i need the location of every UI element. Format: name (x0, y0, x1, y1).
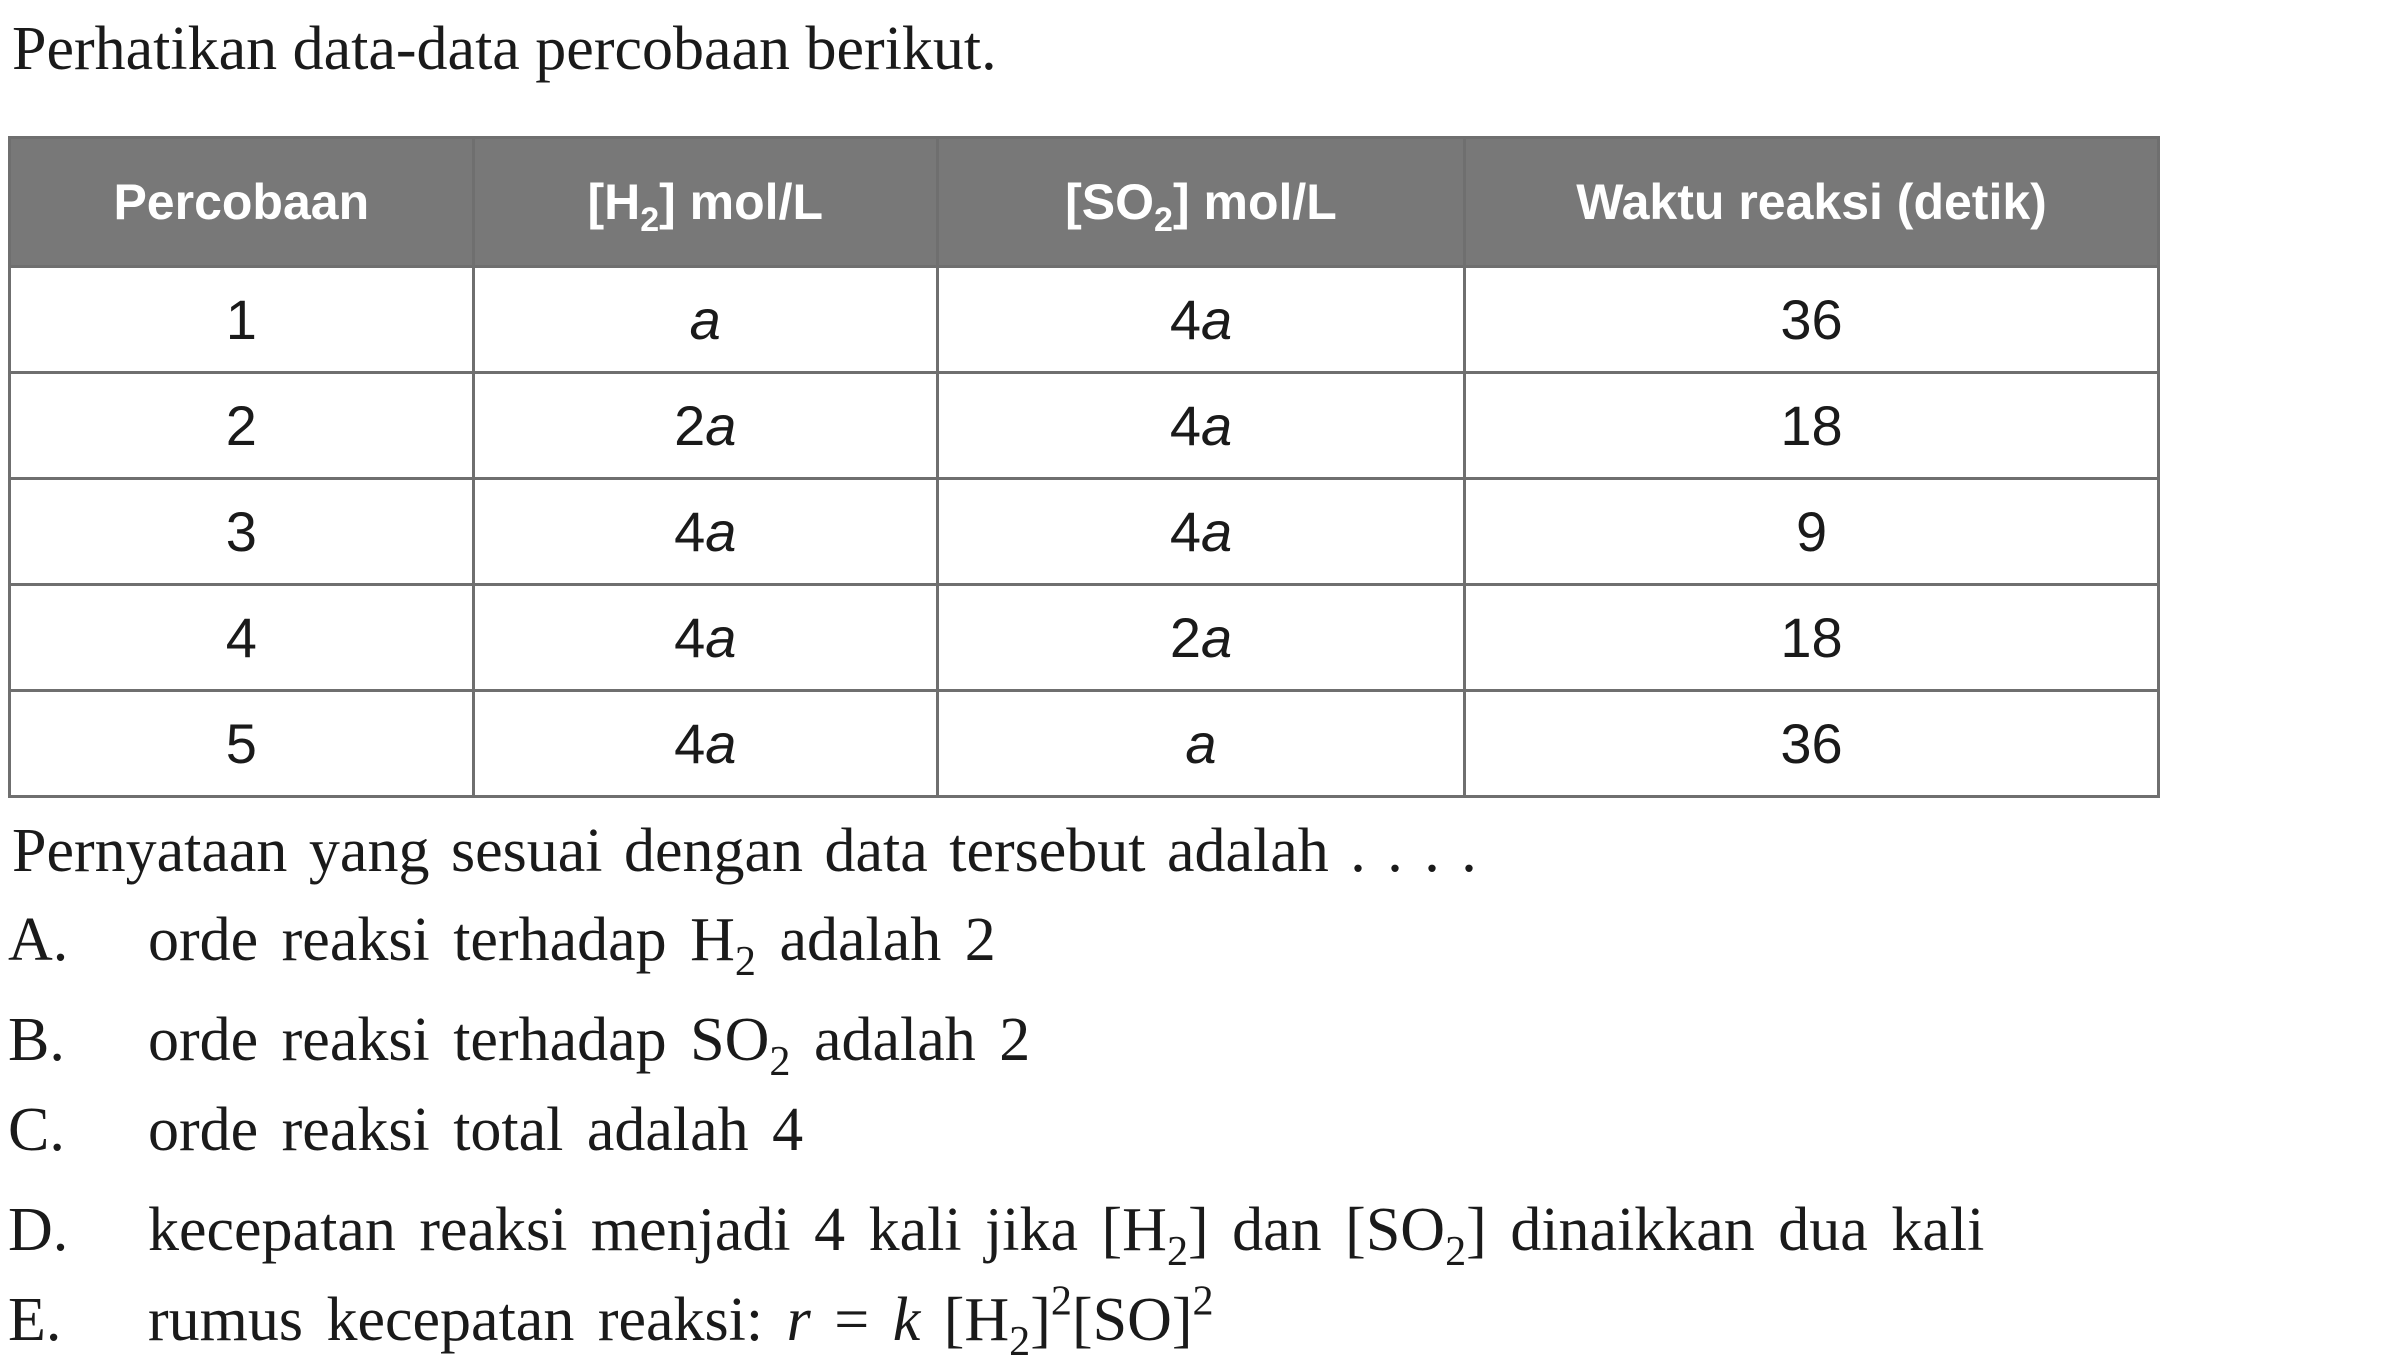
cell-waktu: 36 (1465, 267, 2159, 373)
header-waktu-reaksi: Waktu reaksi (detik) (1465, 138, 2159, 267)
option-letter: E. (8, 1286, 62, 1354)
option-text: orde reaksi terhadap $H_2$ adalah 2 (148, 906, 996, 985)
cell-percobaan: 5 (10, 691, 474, 797)
cell-waktu: 18 (1465, 373, 2159, 479)
cell-so2: 2a (937, 585, 1464, 691)
option-letter: B. (8, 1006, 65, 1074)
cell-percobaan: 1 (10, 267, 474, 373)
cell-h2: 4a (473, 691, 937, 797)
header-h2-concentration: $[H_2]$ mol/L (473, 138, 937, 267)
cell-h2: 2a (473, 373, 937, 479)
option-text: rumus kecepatan reaksi: r = k $[H_2]^2[SO]^2$ (148, 1277, 1214, 1365)
cell-percobaan: 3 (10, 479, 474, 585)
option-text: kecepatan reaksi menjadi 4 kali jika $[H_2]$ dan $[SO_2]$ dinaikkan dua kali (148, 1196, 1985, 1275)
cell-percobaan: 2 (10, 373, 474, 479)
cell-waktu: 36 (1465, 691, 2159, 797)
option-text: orde reaksi total adalah 4 (148, 1096, 804, 1164)
option-letter: D. (8, 1196, 69, 1264)
intro-text: Perhatikan data-data percobaan berikut. (12, 15, 997, 83)
cell-so2: 4a (937, 267, 1464, 373)
cell-h2: a (473, 267, 937, 373)
option-letter: A. (8, 906, 69, 974)
option-text: orde reaksi terhadap $SO_2$ adalah 2 (148, 1006, 1031, 1085)
cell-waktu: 9 (1465, 479, 2159, 585)
cell-so2: 4a (937, 373, 1464, 479)
option-letter: C. (8, 1096, 65, 1164)
header-percobaan: Percobaan (10, 138, 474, 267)
cell-h2: 4a (473, 585, 937, 691)
cell-h2: 4a (473, 479, 937, 585)
cell-so2: 4a (937, 479, 1464, 585)
cell-waktu: 18 (1465, 585, 2159, 691)
header-so2-concentration: $[SO_2]$ mol/L (937, 138, 1464, 267)
cell-percobaan: 4 (10, 585, 474, 691)
question-text: Pernyataan yang sesuai dengan data tersebut adalah . . . . (12, 817, 1477, 885)
cell-so2: a (937, 691, 1464, 797)
